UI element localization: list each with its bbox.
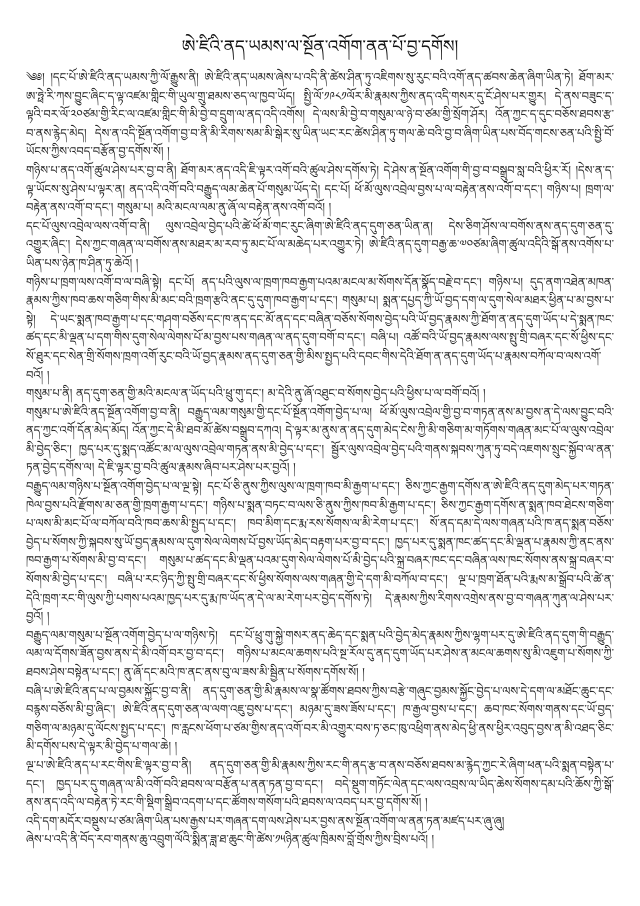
paragraph-patient-conduct: ལྔ་པ་ཨེ་ཛིའི་ནད་པ་རང་གིས་ཇི་ལྟར་བྱ་བ་ནི། ནད་དུག་ཅན་གྱི་མི་རྣམས་ཀྱིས་རང་གི་ནད་རྩ་བ་ནས་བཅོས་ཐབས་མ་རྙེད་ཀྱང་རེ་ཞིག་ཕན་པའི་སྨན་བསྟེན་པ་དང་། ཁྱད་པར་དུ་གཞན་ལ་མི་འགོ་བའི་ཐབས་ལ་བརྩོན་པ་ནན་ཏན་བྱ་བ་དང་། བདེ་སྡུག་གཏོང་ལེན་དང་ལས་འབྲས་ལ་ཡིད་ཆེས་སོགས་དམ་པའི་ཆོས་ཀྱི་སྒོ་ནས་ནད་འདི་ལ་བརྟེན་ཏེ་རང་གི་སྡིག་སྒྲིབ་འདག་པ་དང་ཚོགས་གསོག་པའི་ཐབས་ལ་འབད་པར་བྱ་དགོས་སོ། ། (26, 757, 614, 810)
paragraph-colophon: ཞེས་པ་འདི་ནི་བོད་རབ་གནས་ཆུ་འབྲུག་ལོའི་སྨིན་ཟླ་ཐ་ཆུང་གི་ཚེས་༡༥ཉིན་ཚུལ་ཁྲིམས་བློ་གྲོས་ཀྱིས་བྲིས་པའོ། ། (26, 832, 435, 847)
paragraph-transmission-intro: གཉིས་པ་ནད་འགོ་ཚུལ་ཤེས་པར་བྱ་བ་ནི། ཐོག་མར་ནད་འདི་ཇི་ལྟར་འགོ་བའི་ཚུལ་ཤེས་དགོས་ཏེ། དེ་ཤེས་ན་སྔོན་འགོག་གི་བྱ་བ་བསྒྲུབ་སླ་བའི་ཕྱིར་རོ། །དེས་ན་ད་ལྟ་ཡོངས་སུ་ཤེས་པ་ལྟར་ན། ནད་འདི་འགོ་བའི་བརྒྱུད་ལམ་ཆེན་པོ་གསུམ་ཡོད་དེ། དང་པོ། ཕོ་མོ་ལུས་འབྲེལ་བྱས་པ་ལ་བརྟེན་ནས་འགོ་བ་དང་། གཉིས་པ། ཁྲག་ལ་བརྟེན་ནས་འགོ་བ་དང་། གསུམ་པ། མའི་མངལ་ལམ་ནུ་ཞོ་ལ་བརྟེན་ནས་འགོ་བའོ། ། (26, 162, 614, 215)
paragraph-route-blood: གཉིས་པ་ཁྲག་ལས་འགོ་བ་ལ་བཞི་སྟེ། དང་པོ། ནད་པའི་ལུས་ལ་ཁྲག་ཁབ་རྒྱག་པའམ་མངལ་མ་སོགས་དོན་སྣོད་བརྗེ་བ་དང་། གཉིས་པ། དུད་ནག་འཐེན་མཁན་རྣམས་ཀྱིས་ཁབ་ཆས་གཅིག་གིས་མི་མང་བའི་ཁྲག་རྩའི་ནང་དུ་དུག་ཁབ་རྒྱག་པ་དང་། གསུམ་པ། སྨན་དཔྱད་ཀྱི་ཡོ་བྱད་དག་ལ་དུག་སེལ་མཐར་ཕྱིན་པ་མ་བྱས་པ་སྟེ། དེ་ཡང་སྨན་ཁབ་རྒྱག་པ་དང་གཤག་བཅོས་དང་ཁ་ནད་དང་མོ་ནད་དང་བཞིན་བཅོས་སོགས་བྱེད་པའི་ཡོ་བྱད་རྣམས་ཀྱི་ཐོག་ན་ནད་དུག་ཡོད་པ་དེ་སྨན་ཁང་ཚད་དང་མི་ལྡན་པ་དག་གིས་དུག་སེལ་ལེགས་པོ་མ་བྱས་པས་གཞན་ལ་ནད་དུག་བགོ་བ་དང་། བཞི་པ། འཚོ་བའི་ཡོ་བྱད་རྣམས་ལས་སྤུ་གྲི་བཞར་དང་སོ་ཕྱིས་དང་སོ་ཐུར་དང་སེན་གྲི་སོགས་ཁྲག་འགོ་རུང་བའི་ཡོ་བྱད་རྣམས་ནད་དུག་ཅན་གྱི་མིས་སྤྱད་པའི་དབང་གིས་དེའི་ཐོག་ན་ནད་དུག་ཡོད་པ་རྣམས་བཀོལ་བ་ལས་འགོ་བའོ། ། (26, 274, 614, 382)
paragraph-closing-request: འདི་དག་མདོར་བསྡུས་པ་ཙམ་ཞིག་ཡིན་པས་རྒྱས་པར་གཞན་དག་ལས་ཤེས་པར་བྱས་ནས་སྔོན་འགོག་ལ་ནན་ཏན་མཛད་པར་ཞུ་ཞུ། (26, 813, 505, 828)
paragraph-care-for-patients: བཞི་པ་ཨེ་ཛིའི་ནད་པ་ལ་བྱམས་སྐྱོང་བྱ་བ་ནི། ནད་དུག་ཅན་གྱི་མི་རྣམས་ལ་སྣ་ཚོགས་ཐབས་ཀྱིས་བརྩེ་གཞུང་བྱམས་སྐྱོང་བྱེད་པ་ལས་དེ་དག་ལ་མཐོང་ཆུང་དང་བརྙས་བཅོས་མི་བྱ་ཞིང་། ཨེ་ཛིའི་ནད་དུག་ཅན་ལ་ལག་འཇུ་བྱས་པ་དང་། མཉམ་དུ་ཟས་ཟོས་པ་དང་། ཁ་རྒྱལ་བྱས་པ་དང་། ཆབ་ཁང་སོགས་གནས་དང་ཡོ་བྱད་གཅིག་ལ་མཉམ་དུ་ལོངས་སྤྱད་པ་དང་། ཁ་རླངས་ཕོག་པ་ཙམ་གྱིས་ནད་འགོ་བར་མི་འགྱུར་བས་ཏ་ཅང་ཁུ་འཕྲིག་ནས་མེད་ཕྱི་ནས་ཕྱིར་འབུད་བྱས་ན་མི་འཐད་ཅིང་མི་དགོས་པས་དེ་ལྟར་མི་བྱེད་པ་གལ་ཆེ། ། (26, 683, 614, 754)
paragraph-prevention-first: གསུམ་པ་ཨེ་ཛིའི་ནད་སྔོན་འགོག་བྱ་བ་ནི། བརྒྱུད་ལམ་གསུམ་གྱི་དང་པོ་སྔོན་འགོག་བྱེད་པ་ལ། ཕོ་མོ་ལུས་འབྲེལ་གྱི་བྱ་བ་གཏན་ནས་མ་བྱས་ན་དེ་ལས་བྱུང་བའི་ནད་ཀྱང་འགོ་དོན་མེད་མོད། འོན་ཀྱང་དེ་མི་ཐབ་མོ་ཚེས་བསྒྲུབ་དཀའ། དེ་ལྟར་མ་ནུས་ན་ནད་དུག་མེད་ངེས་ཀྱི་མི་གཅིག་མ་གཏོགས་གཞན་མང་པོ་ལ་ལུས་འབྲེལ་མི་བྱེད་ཅིང་། ཁྱད་པར་དུ་སྨད་འཚོང་མ་ལ་ལུས་འབྲེལ་གཏན་ནས་མི་བྱེད་པ་དང་། སྦྱོར་ལུས་འབྲེལ་བྱེད་པའི་གནས་སྐབས་ཀུན་ཏུ་བདེ་འཇགས་སྲུང་སྐྱོབ་ལ་ནན་ཏན་བྱེད་དགོས་ལ། དེ་ཇི་ལྟར་བྱ་བའི་ཚུལ་རྣམས་ཞིབ་པར་ཤེས་པར་བྱའོ། ། (26, 404, 614, 475)
paragraph-route-mother: གསུམ་པ་ནི། ནད་དུག་ཅན་གྱི་མའི་མངལ་ན་ཡོད་པའི་ཕྲུ་གུ་དང་། མ་དེའི་ནུ་ཞོ་འཐུང་བ་སོགས་བྱེད་པའི་ཕྱིས་པ་ལ་བགོ་བའོ། ། (26, 386, 486, 401)
paragraph-prevention-second: བརྒྱུད་ལམ་གཉིས་པ་སྔོན་འགོག་བྱེད་པ་ལ་ལྔ་སྟེ། དང་པོ་ཅི་ནུས་ཀྱིས་ལུས་ལ་ཁྲག་ཁབ་མི་རྒྱག་པ་དང་། ཅིས་ཀྱང་རྒྱག་དགོས་ན་ཨེ་ཛིའི་ནད་དུག་མེད་པར་གཏན་ཁེལ་བྱས་པའི་རྫོགས་མ་ཅན་གྱི་ཁྲག་རྒྱག་པ་དང་། གཉིས་པ་སྨན་བཏང་བ་ལས་ཅི་ནུས་ཀྱིས་ཁབ་མི་རྒྱག་པ་དང་། ཅིས་ཀྱང་རྒྱག་དགོས་ན་སྨན་ཁབ་ཐེངས་གཅིག་པ་ལས་མི་མང་པོ་ལ་བཀོལ་བའི་ཁབ་ཆས་མི་སྤྱད་པ་དང་། ཁབ་མིག་དང་རྨ་རས་སོགས་ལ་མི་རེག་པ་དང་། སོ་ནད་དམ་དེ་ལས་གཞན་པའི་ཁ་ནད་སྨན་བཅོས་བྱེད་པ་སོགས་ཀྱི་སྐབས་སུ་ཡོ་བྱད་རྣམས་ལ་དུག་སེལ་ལེགས་པོ་བྱས་ཡོད་མེད་བརྟག་པར་བྱ་བ་དང་། ཁྱད་པར་དུ་སྨན་ཁང་ཚད་དང་མི་ལྡན་པ་རྣམས་ཀྱི་ནང་ནས་ཁབ་རྒྱག་པ་སོགས་མི་བྱ་བ་དང་། གསུམ་པ་ཚད་དང་མི་ལྡན་པའམ་དུག་སེལ་ལེགས་པོ་མི་བྱེད་པའི་སྐྲ་བཞར་ཁང་དང་བཞིན་ལས་ཁང་སོགས་ནས་སྐྲ་བཞར་བ་སོགས་མི་བྱེད་པ་དང་། བཞི་པ་རང་ཉིད་ཀྱི་སྤུ་གྲི་བཞར་དང་སོ་ཕྱིས་སོགས་ལས་གཞན་གྱི་དེ་དག་མི་བཀོལ་བ་དང་། ལྔ་པ་ཁྲག་ཐོན་པའི་རྨས་མ་སྒྲོབ་པའི་ཚེ་ན་དེའི་ཁྲག་རང་གི་ལུས་ཀྱི་པགས་པའམ་ཁྱད་པར་དུ་རྨ་ཁ་ཡོད་ན་དེ་ལ་མ་རེག་པར་བྱེད་དགོས་ཏེ། དེ་རྣམས་ཀྱིས་རིགས་འགྲེས་ནས་བྱ་བ་གཞན་ཀུན་ལ་ཤེས་པར་བྱའོ། ། (26, 479, 614, 624)
document-body (26, 68, 614, 849)
paragraph-prevention-third: བརྒྱུད་ལམ་གསུམ་པ་སྔོན་འགོག་བྱེད་པ་ལ་གཉིས་ཏེ། དང་པོ་ཕྲུ་གུ་སྐྱེ་གསར་ནད་ཆེད་དང་སྨན་པའི་བྱེད་མེད་རྣམས་ཀྱིས་ལྷག་པར་དུ་ཨེ་ཛིའི་ནད་དུག་གི་བརྒྱུད་ལམ་ལ་དོགས་ཟོན་བྱས་ནས་དེ་མི་འགོ་བར་བྱ་བ་དང་། གཉིས་པ་མངལ་ཆགས་པའི་སྔ་རོལ་དུ་ནད་དུག་ཡོད་པར་ཤེས་ན་མངལ་ཆགས་སུ་མི་འཇུག་པ་སོགས་ཀྱི་ཐབས་ཤེས་བསྟེན་པ་དང་། ནུ་ཞོ་དང་མའི་ཁ་ནང་ནས་བུ་ལ་ཟས་མི་སྦྱིན་པ་སོགས་དགོས་སོ། ། (26, 627, 614, 679)
document-title: ཨེ་ཛིའི་ནད་ཡམས་ལ་སྔོན་འགོག་ནན་པོ་བྱ་དགོས། (181, 37, 459, 57)
paragraph-history: ༄༅། །དང་པོ་ཨེ་ཛིའི་ནད་ཡམས་ཀྱི་ལོ་རྒྱུས་ནི། ཨེ་ཛིའི་ནད་ཡམས་ཞེས་པ་འདི་ནི་ཚེས་ཤིན་ཏུ་འཇིགས་སུ་རུང་བའི་འགོ་ནད་ཚབས་ཆེན་ཞིག་ཡིན་ཏེ། ཐོག་མར་ཨ་ཧྥེ་རི་ཀས་བྱུང་ཞིང་ད་ལྟ་འཛམ་གླིང་གི་ཡུལ་གྲུ་ཐམས་ཅད་ལ་ཁྱབ་ཡོད། སྤྱི་ལོ་༡༩༨༡ལོར་མི་རྣམས་ཀྱིས་ནད་འདི་གསར་དུ་ངོ་ཤེས་པར་གྱུར། དེ་ནས་བཟུང་ད་ལྟའི་བར་ལོ་༢༠ཙམ་གྱི་རིང་ལ་འཛམ་གླིང་གི་མི་བྱེ་བ་དྲུག་ལ་ནད་འདི་འགོས། དེ་ལས་མི་བྱེ་བ་གསུམ་ལ་ཉེ་བ་ཙམ་གྱི་སྲོག་ཤོར། འོན་ཀྱང་ད་དུང་བཅོས་ཐབས་རྩ་བ་ནས་རྙེད་མེད། དེས་ན་འདི་སྔོན་འགོག་བྱ་བ་ནི་མི་རིགས་སམ་མི་སྒེར་སུ་ཡིན་ཡང་རང་ཚེས་ཤིན་ཏུ་གལ་ཆེ་བའི་བྱ་བ་ཞིག་ཡིན་པས་བོད་གངས་ཅན་པའི་སྤྱི་བོ་ཡོངས་ཀྱིས་འབད་བརྩོན་བྱ་དགོས་སོ། ། (26, 70, 614, 159)
paragraph-route-sexual: དང་པོ་ལུས་འབྲེལ་ལས་འགོ་བ་ནི། ལུས་འབྲེལ་བྱེད་པའི་ཚེ་ཕོ་མོ་གང་རུང་ཞིག་ཨེ་ཛིའི་ནད་དུག་ཅན་ཡིན་ན། དེས་ཅིག་ཤོས་ལ་བགོས་ནས་ནད་དུག་ཅན་དུ་འགྱུར་ཞིང་། དེས་ཀྱང་གཞན་ལ་བགོས་ནས་མཐར་མ་རབ་ཏུ་མང་པོ་ལ་མཆེད་པར་འགྱུར་ཏེ། ཨེ་ཛིའི་ནད་དུག་བརྒྱ་ཆ་༧༠ཙམ་ཞིག་ཚུལ་འདིའི་སྒོ་ནས་འགོས་པ་ཡིན་པས་ཉེན་ཁ་ཤིན་ཏུ་ཆེའོ། ། (26, 218, 614, 270)
